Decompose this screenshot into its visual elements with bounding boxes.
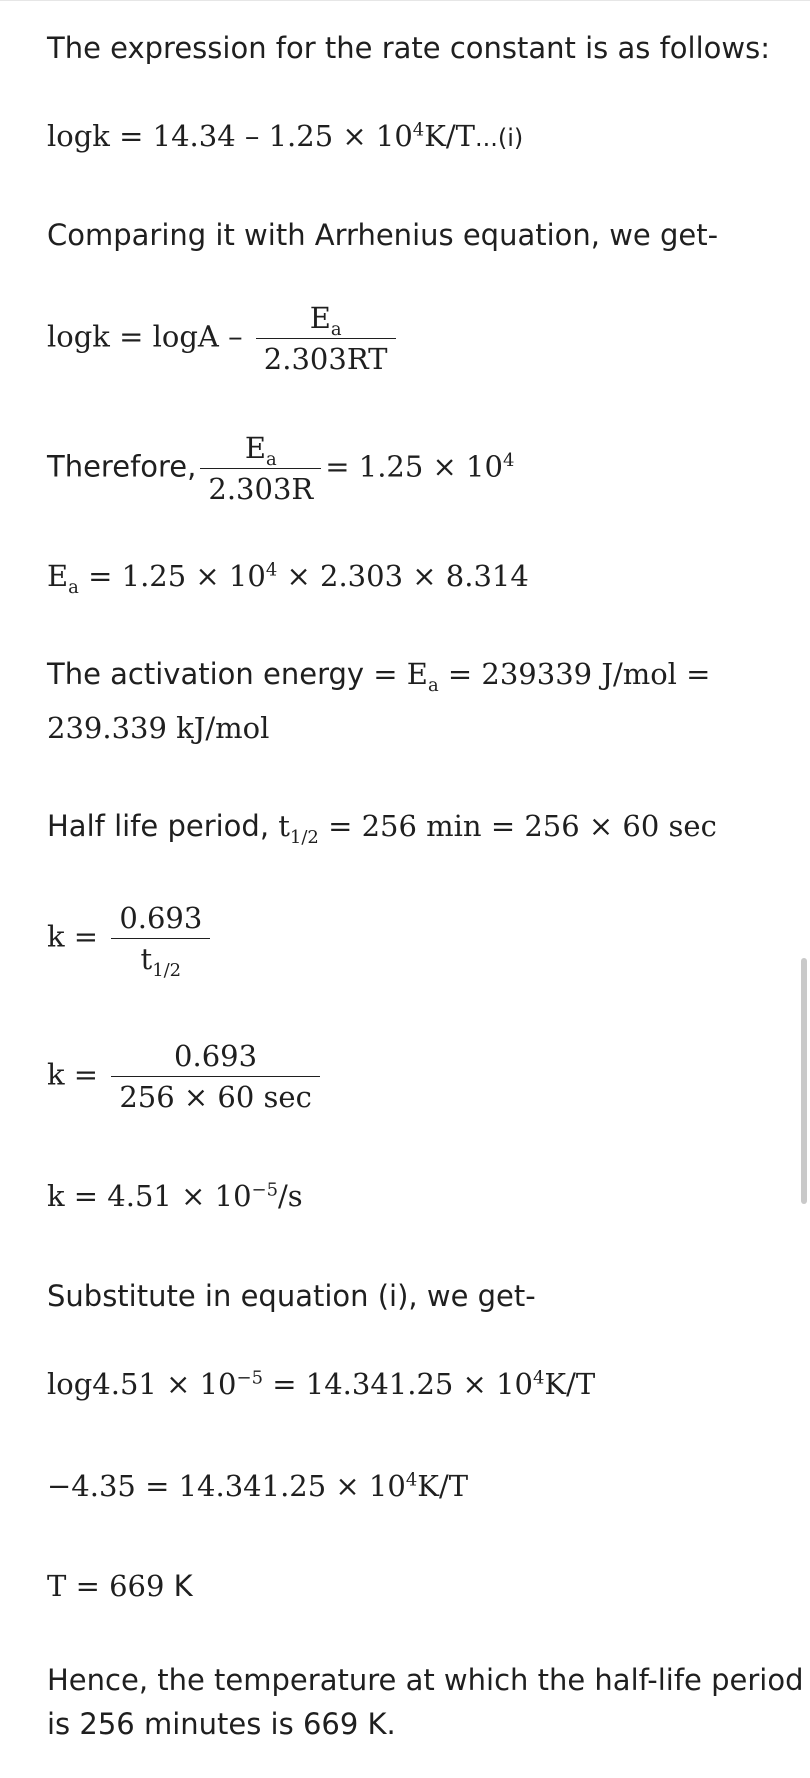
eq6-fraction: $\frac{0.693}{256 \times 60 \sec}$: [111, 1036, 320, 1117]
equation-arrhenius: [47, 298, 400, 379]
equation-therefore: Therefore, $\frac{E_a}{2.303R}$ = $1.25 \times 10^4$: [47, 428, 514, 509]
equation-log-value: $-4.35 = 14.341.25 \times 10^4K/T$: [47, 1469, 469, 1503]
equation-ea: $E_a = 1.25 \times 10^4 \times 2.303 \times 8.314$: [47, 559, 529, 598]
vertical-scrollbar[interactable]: [801, 958, 807, 1204]
substitute-text: Substitute in equation (i), we get-: [47, 1279, 536, 1313]
eq2-lhs: logk = logA –: [47, 319, 243, 354]
eq3-fraction: $\frac{E_a}{2.303R}$: [200, 428, 321, 509]
activation-energy-kj: 239.339 kJ/mol: [47, 711, 270, 745]
equation-log-substituted: $\log 4.51 \times 10^{-5} = 14.341.25 \times 10^4K/T$: [47, 1367, 596, 1401]
equation-temperature: T = 669 K: [47, 1569, 193, 1603]
half-life-prefix: Half life period,: [47, 809, 270, 843]
activation-energy-line: The activation energy = $E_a = 239339$ J/mol =: [47, 657, 711, 696]
equation-k-substituted: k = $\frac{0.693}{256 \times 60 \sec}$: [47, 1036, 324, 1117]
eq1-rhs-b: K/T: [424, 119, 476, 153]
conclusion-line-1: Hence, the temperature at which the half-life period: [47, 1663, 804, 1697]
eq1-tag: ...(i): [475, 124, 524, 152]
eq1-lhs: logk: [47, 119, 110, 153]
equation-k-value: $k = 4.51 \times 10^{-5}/s$: [47, 1179, 303, 1213]
conclusion-line-2: is 256 minutes is 669 K.: [47, 1707, 396, 1741]
activation-prefix: The activation energy: [47, 657, 365, 691]
intro-text: The expression for the rate constant is as follows:: [47, 31, 771, 65]
compare-text: Comparing it with Arrhenius equation, we get-: [47, 218, 719, 252]
eq1-rhs-a: 14.34 – 1.25 × 10: [152, 119, 413, 153]
eq1-exp: 4: [412, 119, 425, 141]
half-life-line: Half life period, $t_{1/2} = 256$ min = 256 × 60 sec: [47, 809, 717, 848]
eq3-prefix: Therefore,: [47, 449, 197, 484]
eq5-fraction: $\frac{0.693}{t_{1/2}}$: [111, 898, 210, 979]
equation-rate-expression: $\log k = 14.34 - 1.25 \times 10^4K/T...(i)$: [47, 119, 524, 153]
eq3-rhs: = 1.25 × 10: [325, 449, 503, 484]
eq2-fraction: $\frac{E_a}{2.303RT}$: [256, 298, 396, 379]
top-divider: [0, 0, 810, 1]
equation-k-formula: k = $\frac{0.693}{t_{1/2}}$: [47, 898, 214, 979]
